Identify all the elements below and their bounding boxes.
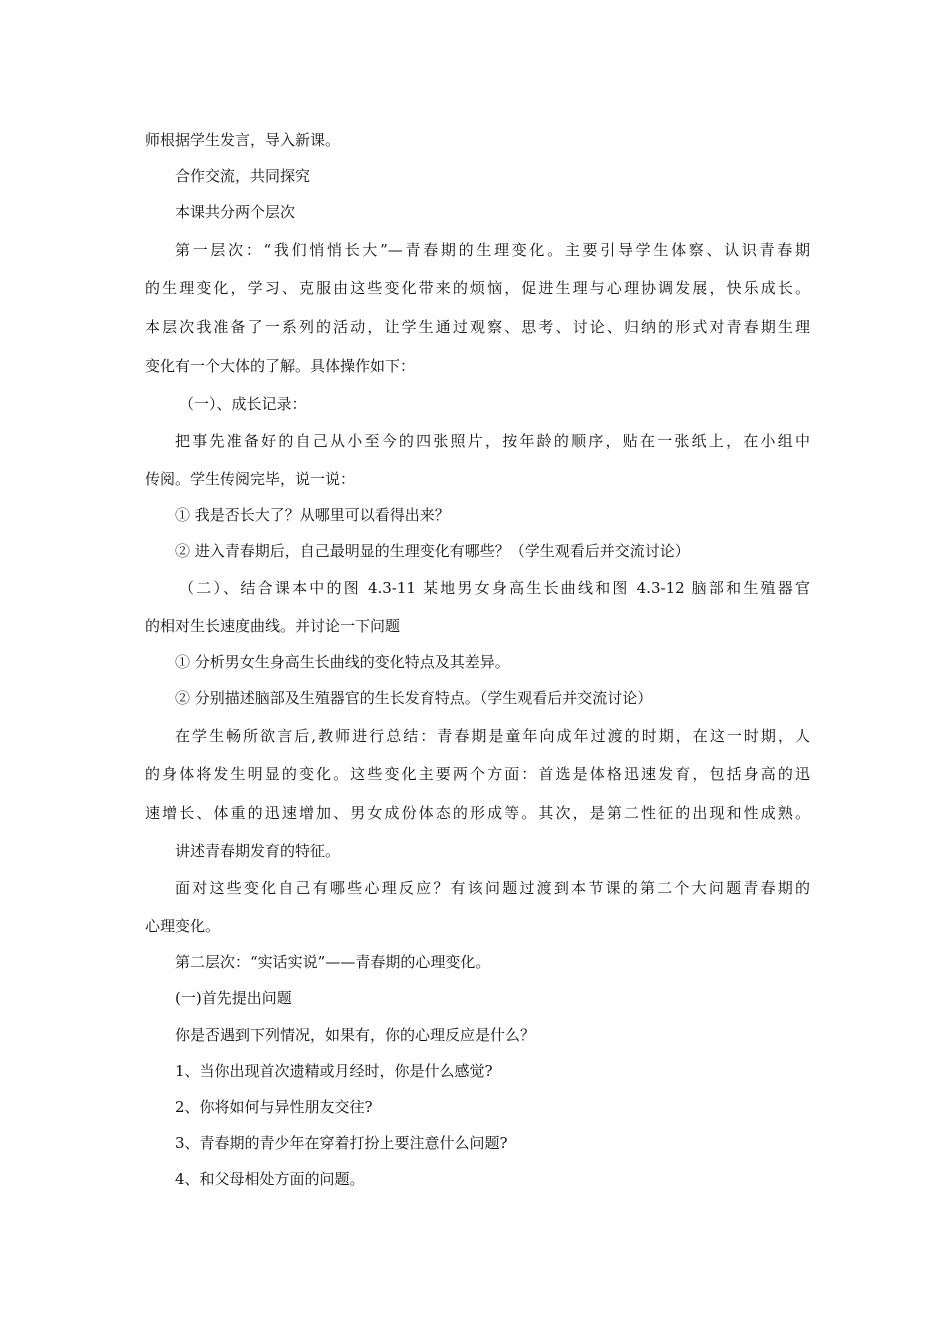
paragraph-line: 第一层次：“我们悄悄长大”—青春期的生理变化。主要引导学生体察、认识青春期 (175, 240, 810, 259)
subsection-heading: （二）、结合课本中的图 4.3-11 某地男女身高生长曲线和图 4.3-12 脑部和生殖器官 (179, 579, 810, 598)
document-body (145, 122, 810, 1198)
text-line: 你是否遇到下列情况，如果有，你的心理反应是什么？ (175, 1025, 536, 1044)
paragraph-line: 把事先准备好的自己从小至今的四张照片，按年龄的顺序，贴在一张纸上，在小组中 (175, 431, 810, 450)
paragraph-line: 在学生畅所欲言后,教师进行总结：青春期是童年向成年过渡的时期，在这一时期，人 (175, 726, 810, 745)
paragraph-line: 本层次我准备了一系列的活动，让学生通过观察、思考、讨论、归纳的形式对青春期生理 (145, 318, 810, 337)
paragraph-line: 变化有一个大体的了解。具体操作如下： (145, 356, 416, 375)
list-item: ② 分别描述脑部及生殖器官的生长发育特点。（学生观看后并交流讨论） (175, 689, 653, 708)
paragraph-line: 传阅。学生传阅完毕，说一说： (145, 469, 356, 488)
paragraph-line: 的生理变化，学习、克服由这些变化带来的烦恼，促进生理与心理协调发展，快乐成长。 (145, 279, 810, 298)
subsection-heading: (一)首先提出问题 (175, 989, 292, 1008)
text-line: 本课共分两个层次 (175, 203, 296, 222)
paragraph-line: 的身体将发生明显的变化。这些变化主要两个方面：首选是体格迅速发育，包括身高的迅 (145, 765, 810, 784)
text-line: 讲述青春期发育的特征。 (175, 842, 341, 861)
list-item: 1、当你出现首次遗精或月经时，你是什么感觉? (175, 1061, 493, 1080)
paragraph-line: 面对这些变化自己有哪些心理反应？有该问题过渡到本节课的第二个大问题青春期的 (175, 879, 810, 898)
list-item: 2、你将如何与异性朋友交往? (175, 1097, 373, 1116)
list-item: ① 分析男女生身高生长曲线的变化特点及其差异。 (175, 653, 510, 672)
section-heading: 第二层次：“实话实说”——青春期的心理变化。 (175, 953, 491, 972)
subsection-heading: （一）、成长记录： (179, 394, 307, 413)
list-item: ② 进入青春期后，自己最明显的生理变化有哪些？（学生观看后并交流讨论） (175, 542, 690, 561)
text-line: 师根据学生发言，导入新课。 (145, 131, 341, 149)
paragraph-line: 的相对生长速度曲线。并讨论一下问题 (145, 617, 401, 636)
list-item: 4、和父母相处方面的问题。 (175, 1170, 365, 1189)
list-item: ① 我是否长大了？从哪里可以看得出来？ (175, 505, 450, 524)
paragraph-line: 速增长、体重的迅速增加、男女成份体态的形成等。其次，是第二性征的出现和性成熟。 (145, 804, 810, 823)
list-item: 3、青春期的青少年在穿着打扮上要注意什么问题? (175, 1134, 508, 1153)
paragraph-line: 心理变化。 (145, 917, 221, 936)
section-heading: 合作交流，共同探究 (175, 167, 311, 186)
